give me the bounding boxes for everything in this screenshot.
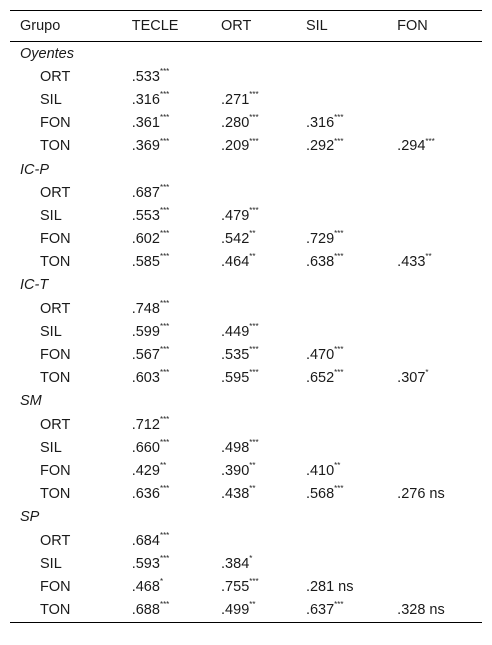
significance-marker: ***	[425, 136, 435, 146]
table-cell	[221, 320, 306, 343]
cell-value: .316	[305, 115, 335, 132]
cell-value: .729	[305, 231, 335, 248]
significance-marker: ***	[159, 66, 170, 76]
cell-value: .449	[221, 323, 250, 340]
cell-value: .433	[397, 254, 426, 271]
significance-marker: ***	[249, 136, 259, 146]
row-label: FON	[40, 462, 71, 479]
cell-value: .748	[131, 300, 160, 317]
significance-marker: **	[249, 229, 256, 239]
row-label: TON	[40, 370, 71, 387]
row-label: ORT	[40, 184, 71, 201]
cell-value: .410	[305, 462, 335, 479]
row-label: FON	[40, 115, 71, 132]
table-cell	[397, 413, 482, 436]
significance-marker: ***	[159, 484, 170, 494]
cell-value: .599	[131, 323, 160, 340]
table-cell	[397, 181, 482, 204]
significance-marker: **	[425, 252, 432, 262]
table-cell	[306, 413, 397, 436]
table-cell	[221, 575, 306, 598]
table-row	[10, 228, 482, 251]
table-cell	[397, 135, 482, 158]
significance-marker: ***	[159, 345, 170, 355]
cell-value: .755	[221, 578, 250, 595]
cell-value: .384	[221, 555, 250, 572]
table-cell	[132, 413, 221, 436]
significance-marker: ***	[159, 229, 170, 239]
row-label: TON	[40, 254, 71, 271]
table-row	[10, 436, 482, 459]
significance-marker: **	[249, 600, 256, 610]
significance-marker: ***	[249, 113, 259, 123]
row-label: ORT	[40, 532, 71, 549]
table-cell	[132, 552, 221, 575]
cell-value: .533	[131, 68, 160, 85]
table-cell	[306, 65, 397, 88]
table-cell	[306, 552, 397, 575]
significance-marker: **	[159, 461, 167, 471]
table-cell	[397, 599, 482, 623]
table-cell	[397, 88, 482, 111]
table-cell	[132, 297, 221, 320]
table-cell	[306, 228, 397, 251]
cell-value: .470	[305, 347, 335, 364]
cell-value: .316	[131, 91, 160, 108]
significance-marker: ***	[159, 206, 170, 216]
cell-value: .292	[305, 138, 335, 155]
cell-value: .585	[131, 254, 160, 271]
row-label: SIL	[40, 207, 62, 224]
significance-marker: ***	[334, 345, 344, 355]
table-cell	[221, 552, 306, 575]
table-cell	[306, 599, 397, 623]
significance-marker: ***	[249, 345, 259, 355]
cell-value: .568	[305, 486, 335, 503]
table-row	[10, 459, 482, 482]
significance-marker: ***	[334, 136, 344, 146]
significance-marker: **	[334, 461, 341, 471]
group-row	[10, 158, 482, 181]
significance-marker: ***	[249, 322, 259, 332]
significance-marker: ***	[249, 206, 259, 216]
table-body	[10, 42, 482, 623]
significance-marker: ***	[159, 113, 170, 123]
significance-marker: ***	[334, 484, 344, 494]
table-cell	[397, 251, 482, 274]
cell-value: .595	[221, 370, 250, 387]
table-cell	[397, 529, 482, 552]
group-label: IC-P	[20, 161, 49, 178]
group-row	[10, 506, 482, 529]
table-row	[10, 251, 482, 274]
significance-marker: ***	[159, 322, 170, 332]
table-cell	[132, 343, 221, 366]
row-label: SIL	[40, 323, 62, 340]
significance-marker: ***	[159, 437, 170, 447]
significance-marker: ***	[334, 600, 344, 610]
correlation-table-container	[10, 10, 482, 623]
table-cell	[221, 181, 306, 204]
cell-value: .468	[131, 578, 160, 595]
table-cell	[132, 575, 221, 598]
significance-marker: ***	[159, 90, 170, 100]
significance-marker: *	[159, 577, 164, 587]
table-cell	[132, 320, 221, 343]
table-cell	[306, 297, 397, 320]
table-row	[10, 135, 482, 158]
significance-marker: **	[249, 484, 256, 494]
table-row	[10, 552, 482, 575]
table-cell	[306, 343, 397, 366]
significance-marker: ***	[249, 90, 259, 100]
group-label: SM	[20, 393, 42, 410]
cell-value: .429	[131, 462, 160, 479]
table-cell	[132, 459, 221, 482]
cell-value: .603	[131, 370, 160, 387]
table-row	[10, 65, 482, 88]
cell-value: .307	[397, 370, 426, 387]
cell-value: .209	[221, 138, 250, 155]
table-row	[10, 529, 482, 552]
cell-value: .593	[131, 555, 160, 572]
significance-marker: ***	[334, 368, 344, 378]
significance-marker: ***	[249, 368, 259, 378]
cell-value: .637	[305, 602, 335, 619]
table-row	[10, 204, 482, 227]
table-cell	[306, 459, 397, 482]
table-cell	[221, 459, 306, 482]
table-cell	[306, 112, 397, 135]
table-cell	[221, 529, 306, 552]
group-label: Oyentes	[20, 45, 74, 62]
table-cell	[221, 204, 306, 227]
table-cell	[221, 483, 306, 506]
cell-value: .712	[131, 416, 160, 433]
table-cell	[306, 181, 397, 204]
table-row	[10, 367, 482, 390]
table-cell	[132, 251, 221, 274]
header-grupo: Grupo	[20, 18, 61, 34]
cell-value: .280	[221, 115, 250, 132]
table-cell	[306, 135, 397, 158]
table-header	[10, 11, 482, 42]
row-label: SIL	[40, 439, 62, 456]
table-cell	[306, 575, 397, 598]
row-label: FON	[40, 347, 71, 364]
table-cell	[221, 297, 306, 320]
header-row	[10, 11, 482, 42]
cell-value: .390	[221, 462, 250, 479]
significance-marker: *	[425, 368, 429, 378]
cell-value: .660	[131, 439, 160, 456]
table-row	[10, 297, 482, 320]
significance-marker: ***	[249, 437, 259, 447]
table-cell	[132, 88, 221, 111]
row-label: FON	[40, 578, 71, 595]
group-row	[10, 390, 482, 413]
table-row	[10, 320, 482, 343]
table-cell	[397, 297, 482, 320]
significance-marker: ***	[334, 252, 344, 262]
table-cell	[132, 436, 221, 459]
table-cell	[306, 483, 397, 506]
table-cell	[397, 552, 482, 575]
table-cell	[397, 343, 482, 366]
cell-value: .271	[221, 91, 250, 108]
table-cell	[221, 228, 306, 251]
table-cell	[221, 367, 306, 390]
table-cell	[132, 483, 221, 506]
cell-value: .687	[131, 184, 160, 201]
table-row	[10, 181, 482, 204]
table-cell	[132, 181, 221, 204]
table-row	[10, 343, 482, 366]
significance-marker: ***	[159, 414, 170, 424]
table-cell	[221, 436, 306, 459]
significance-marker: ***	[249, 577, 259, 587]
table-row	[10, 599, 482, 623]
significance-marker: ***	[159, 252, 170, 262]
correlation-table	[10, 10, 482, 623]
significance-marker: ***	[159, 368, 170, 378]
table-row	[10, 575, 482, 598]
table-cell	[221, 112, 306, 135]
cell-value: .498	[221, 439, 250, 456]
group-label: SP	[20, 509, 40, 526]
row-label: SIL	[40, 91, 62, 108]
header-sil: SIL	[305, 18, 328, 34]
row-label: FON	[40, 231, 71, 248]
table-cell	[221, 343, 306, 366]
header-fon: FON	[397, 18, 428, 34]
group-row	[10, 42, 482, 66]
cell-value: .369	[131, 138, 160, 155]
group-row	[10, 274, 482, 297]
table-cell	[132, 529, 221, 552]
table-cell	[397, 436, 482, 459]
cell-value: .553	[131, 207, 160, 224]
row-label: TON	[40, 602, 71, 619]
significance-marker: ***	[159, 136, 170, 146]
row-label: TON	[40, 138, 71, 155]
cell-value: .567	[131, 347, 160, 364]
table-cell	[306, 251, 397, 274]
cell-value: .361	[131, 115, 160, 132]
table-cell	[306, 320, 397, 343]
table-cell	[397, 575, 482, 598]
row-label: ORT	[40, 300, 71, 317]
table-cell	[132, 112, 221, 135]
table-row	[10, 112, 482, 135]
significance-marker: ***	[159, 553, 170, 563]
table-cell	[397, 228, 482, 251]
table-cell	[397, 204, 482, 227]
table-cell	[132, 367, 221, 390]
cell-value: .294	[397, 138, 426, 155]
table-cell	[397, 459, 482, 482]
row-label: ORT	[40, 416, 71, 433]
table-cell	[132, 204, 221, 227]
row-label: TON	[40, 486, 71, 503]
cell-value: .688	[131, 602, 160, 619]
cell-value: .684	[131, 532, 160, 549]
table-cell	[306, 204, 397, 227]
table-cell	[221, 251, 306, 274]
group-label: IC-T	[20, 277, 49, 294]
cell-value: .535	[221, 347, 250, 364]
cell-value: .438	[221, 486, 250, 503]
cell-value: .328 ns	[397, 602, 445, 619]
header-ort: ORT	[221, 18, 252, 34]
cell-value: .276 ns	[397, 486, 445, 503]
table-cell	[397, 112, 482, 135]
table-cell	[221, 413, 306, 436]
cell-value: .636	[131, 486, 160, 503]
table-cell	[397, 320, 482, 343]
table-row	[10, 483, 482, 506]
table-cell	[397, 65, 482, 88]
header-tecle: TECLE	[131, 18, 179, 34]
significance-marker: *	[249, 553, 253, 563]
table-cell	[221, 599, 306, 623]
cell-value: .479	[221, 207, 250, 224]
table-cell	[132, 65, 221, 88]
table-cell	[221, 65, 306, 88]
cell-value: .542	[221, 231, 250, 248]
cell-value: .638	[305, 254, 335, 271]
table-cell	[132, 228, 221, 251]
significance-marker: ***	[159, 182, 170, 192]
significance-marker: ***	[159, 600, 170, 610]
significance-marker: ***	[334, 229, 344, 239]
table-cell	[397, 483, 482, 506]
table-cell	[306, 436, 397, 459]
cell-value: .464	[221, 254, 250, 271]
table-cell	[306, 367, 397, 390]
table-cell	[306, 529, 397, 552]
cell-value: .652	[305, 370, 335, 387]
row-label: SIL	[40, 555, 62, 572]
table-row	[10, 88, 482, 111]
table-row	[10, 413, 482, 436]
table-cell	[132, 135, 221, 158]
cell-value: .281 ns	[305, 578, 354, 595]
significance-marker: **	[249, 461, 256, 471]
cell-value: .499	[221, 602, 250, 619]
table-cell	[221, 88, 306, 111]
table-cell	[132, 599, 221, 623]
table-cell	[397, 367, 482, 390]
significance-marker: ***	[159, 530, 170, 540]
table-cell	[221, 135, 306, 158]
row-label: ORT	[40, 68, 71, 85]
significance-marker: ***	[334, 113, 344, 123]
cell-value: .602	[131, 231, 160, 248]
table-cell	[306, 88, 397, 111]
significance-marker: **	[249, 252, 256, 262]
significance-marker: ***	[159, 298, 170, 308]
